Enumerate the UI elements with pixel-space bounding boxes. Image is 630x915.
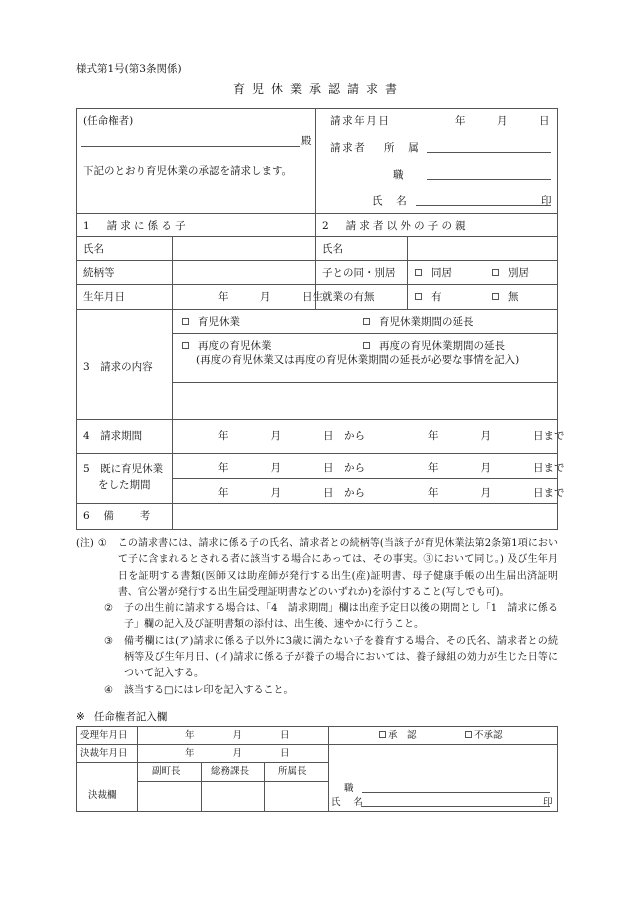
admin-divider-label-col: [137, 726, 138, 812]
affiliation-input-rule[interactable]: [427, 152, 551, 153]
note-2-number: ②: [104, 603, 113, 615]
note-item-3: [76, 634, 558, 683]
checkbox-icon[interactable]: [492, 293, 499, 300]
checkbox-icon[interactable]: [492, 269, 499, 276]
section2-row2-option0-label: 有: [431, 291, 442, 303]
section3-row1-choice0-label: 育児休業: [198, 316, 240, 328]
divider-sec4-bottom: [76, 453, 558, 454]
approval-option-reject[interactable]: [465, 729, 503, 743]
section2-row1-option1-label: 別居: [508, 267, 529, 279]
approver-column-2: 所属長: [278, 766, 307, 777]
note-item-1: [76, 536, 558, 601]
request-sentence: 下記のとおり育児休業の承認を請求します。: [83, 165, 293, 177]
note-1-text: この請求書には、請求に係る子の氏名、請求者との続柄等(当該子が育児休業法第2条第1項において子に含まれるとされる者に該当する場合にあっては、その事実。③において同じ。) 及び生年月日を証明する書類(医師又は助産師が発行する出生(産)証明書、母子健康手帳の出生届出済証明書、官公署が発行する出生届受理証明書などのいずれか)を添付すること(写しでも可)。: [117, 538, 558, 598]
section2-row1-option0[interactable]: [415, 266, 452, 281]
receipt-date-label: 受理年月日: [80, 730, 128, 741]
appointer-input-rule[interactable]: [81, 146, 300, 147]
note-4-text: 該当する□にはレ印を記入すること。: [124, 684, 294, 696]
admin-seal-label: 印: [543, 797, 553, 808]
section3-row2-choice1[interactable]: [363, 339, 505, 354]
position-input-rule[interactable]: [427, 179, 551, 180]
checkbox-icon[interactable]: [379, 731, 386, 738]
dono-label: 殿: [301, 135, 312, 147]
checkbox-icon[interactable]: [415, 269, 422, 276]
section1-heading: 1 請求に係る子: [83, 220, 189, 232]
request-date-label: 請求年月日: [330, 115, 391, 127]
document-title: 育児休業承認請求書: [232, 82, 404, 96]
requester-label: 請求者: [330, 142, 367, 154]
section6-value[interactable]: [180, 509, 550, 525]
approver-stamp-cell-0[interactable]: [140, 782, 199, 811]
section1-row0-label: 氏名: [83, 243, 104, 255]
note-3-text: 備考欄には(ア)請求に係る子以外に3歳に満たない子を養育する場合、その氏名、請求者との続柄等及び生年月日、(イ)請求に係る子が養子の場合においては、養子縁組の効力が生じた日等について記入する。: [124, 635, 558, 680]
divider-sec1-r1: [76, 260, 558, 261]
approver-stamp-cell-1[interactable]: [203, 782, 262, 811]
note-item-4: [76, 683, 558, 699]
section2-row1-option0-label: 同居: [431, 267, 452, 279]
section3-row2-choice0-label: 再度の育児休業: [198, 340, 272, 352]
checkbox-icon[interactable]: [182, 318, 189, 325]
section3-row1-choice0[interactable]: [182, 315, 240, 330]
section1-row2-label: 生年月日: [83, 291, 125, 303]
note-4-number: ④: [104, 684, 113, 696]
checkbox-icon[interactable]: [465, 731, 472, 738]
section5-label-line1: 5 既に育児休業: [83, 463, 164, 475]
section2-row2-option1-label: 無: [508, 291, 519, 303]
section2-row0-value[interactable]: [415, 242, 550, 258]
name-input-rule[interactable]: [416, 205, 551, 206]
section6-label: 6 備 考: [83, 510, 152, 522]
approval-option-approve[interactable]: [379, 729, 417, 743]
approver-column-1: 総務課長: [211, 766, 250, 777]
name-label: 氏 名: [372, 195, 409, 207]
section2-row2-option0[interactable]: [415, 290, 442, 305]
section2-row2-option1[interactable]: [492, 290, 519, 305]
note-item-2: [76, 601, 558, 634]
divider-sec1-bottom: [76, 309, 558, 310]
section2-row2-label: 就業の有無: [322, 291, 375, 303]
divider-sec3-r2: [172, 382, 558, 383]
section1-row1-label: 続柄等: [83, 267, 115, 279]
section3-row1-choice1-label: 育児休業期間の延長: [379, 316, 474, 328]
approver-column-0: 副町長: [152, 766, 181, 777]
notes-block: [76, 536, 558, 699]
divider-sec3456-label: [172, 309, 173, 530]
seal-label: 印: [541, 195, 552, 207]
section3-row2-choice0[interactable]: [182, 339, 272, 354]
divider-sec5-mid: [172, 478, 558, 479]
checkbox-icon[interactable]: [415, 293, 422, 300]
section1-row2-value[interactable]: 年 月 日生: [218, 291, 323, 303]
section4-period[interactable]: 年 月 日 から 年 月 日まで: [218, 430, 565, 442]
section4-label: 4 請求期間: [83, 430, 143, 442]
note-1-number: ①: [97, 538, 107, 549]
position-label: 職: [393, 169, 404, 181]
divider-header-center: [315, 108, 316, 213]
admin-position-label: 職: [344, 783, 354, 794]
section2-row1-option1[interactable]: [492, 266, 529, 281]
receipt-date-value[interactable]: 年 月 日: [185, 730, 290, 741]
admin-name-rule[interactable]: [361, 806, 550, 807]
divider-sec1-head: [76, 236, 558, 237]
divider-sec2-label: [407, 236, 408, 309]
section3-row2-choice1-label: 再度の育児休業期間の延長: [379, 340, 505, 352]
approver-stamp-cell-2[interactable]: [266, 782, 326, 811]
admin-heading-text: 任命権者記入欄: [93, 711, 168, 723]
admin-divider-approver-2: [264, 762, 265, 812]
admin-name-label: 氏 名: [331, 797, 365, 808]
section5-label-line2: をした期間: [98, 479, 151, 491]
section3-freewrite-area[interactable]: [180, 386, 550, 416]
asterisk-mark-icon: ※: [76, 711, 85, 723]
request-date-value[interactable]: 年 月 日: [455, 115, 550, 127]
admin-section-heading: [76, 709, 167, 724]
section3-row1-choice1[interactable]: [363, 315, 474, 330]
note-2-text: 子の出生前に請求する場合は、「4 請求期間」欄は出産予定日以後の期間とし「1 請求に係る子」欄の記入及び証明書類の添付は、出生後、速やかに行うこと。: [124, 603, 558, 631]
admin-divider-r1: [76, 744, 558, 745]
checkbox-icon[interactable]: [182, 342, 189, 349]
form-number: 様式第1号(第3条関係): [76, 63, 182, 75]
appointer-label: (任命権者): [83, 115, 134, 127]
approval-option-approve-label: 承 認: [388, 730, 417, 741]
approval-option-reject-label: 不承認: [474, 730, 503, 741]
divider-sec3-bottom: [76, 419, 558, 420]
admin-divider-approver-1: [201, 762, 202, 812]
admin-divider-right-col: [328, 726, 329, 812]
divider-sec1-label: [172, 236, 173, 309]
divider-sec1-r2: [76, 284, 558, 285]
checkbox-icon[interactable]: [363, 342, 370, 349]
divider-sec5-bottom: [76, 503, 558, 504]
decision-date-value[interactable]: 年 月 日: [185, 748, 290, 759]
divider-sec3-r1: [172, 333, 558, 334]
admin-position-rule[interactable]: [362, 792, 550, 793]
divider-header-bottom: [76, 213, 558, 214]
section3-label: 3 請求の内容: [83, 361, 153, 373]
decision-column-label: 決裁欄: [88, 790, 117, 801]
section5-period0[interactable]: 年 月 日 から 年 月 日まで: [218, 462, 565, 474]
section2-row0-label: 氏名: [322, 243, 343, 255]
section5-period1[interactable]: 年 月 日 から 年 月 日まで: [218, 487, 565, 499]
affiliation-label: 所 属: [384, 142, 421, 154]
checkbox-icon[interactable]: [363, 318, 370, 325]
section3-row2-note: (再度の育児休業又は再度の育児休業期間の延長が必要な事情を記入): [196, 354, 520, 366]
decision-date-label: 決裁年月日: [80, 748, 128, 759]
admin-divider-r2: [76, 762, 328, 763]
notes-lead: (注): [76, 538, 94, 549]
section2-heading: 2 請求者以外の子の親: [322, 220, 469, 232]
note-3-number: ③: [104, 635, 113, 647]
section2-row1-label: 子との同・別居: [322, 267, 396, 279]
